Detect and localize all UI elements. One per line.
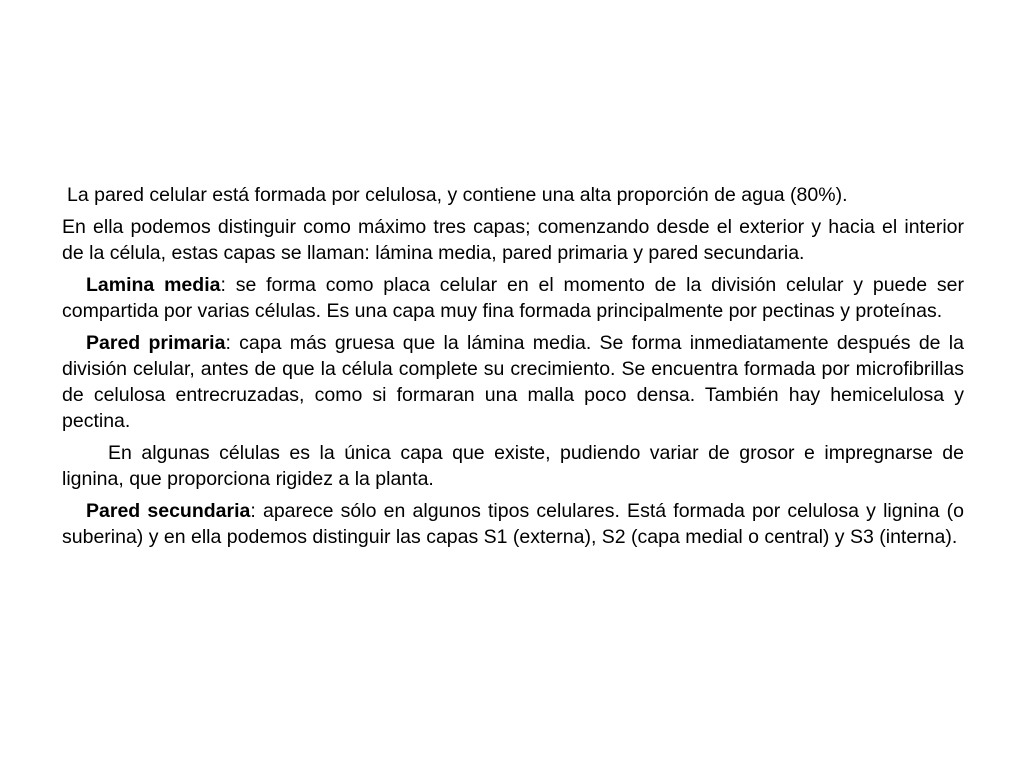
paragraph-pared-secundaria-text: : aparece sólo en algunos tipos celulares. Está formada por celulosa y lignina (o suberina) y en ella podemos distinguir las capas S1 (externa), S2 (capa medial o central) y S3 (interna). bbox=[62, 500, 964, 548]
term-lamina-media: Lamina media bbox=[86, 274, 221, 296]
text-body bbox=[62, 182, 964, 556]
paragraph-pared-primaria bbox=[62, 330, 964, 434]
term-pared-secundaria: Pared secundaria bbox=[86, 500, 251, 522]
paragraph-single-layer bbox=[62, 440, 964, 492]
term-pared-primaria: Pared primaria bbox=[86, 332, 226, 354]
paragraph-intro-text: La pared celular está formada por celulosa, y contiene una alta proporción de agua (80%). bbox=[67, 184, 848, 206]
paragraph-single-layer-text: En algunas células es la única capa que existe, pudiendo variar de grosor e impregnarse de lignina, que proporciona rigidez a la planta. bbox=[62, 442, 964, 490]
paragraph-layers-text: En ella podemos distinguir como máximo tres capas; comenzando desde el exterior y hacia el interior de la célula, estas capas se llaman: lámina media, pared primaria y pared secundaria. bbox=[62, 216, 964, 264]
paragraph-lamina-media bbox=[62, 272, 964, 324]
paragraph-intro bbox=[62, 182, 964, 208]
paragraph-lamina-media-text: : se forma como placa celular en el momento de la división celular y puede ser compartida por varias células. Es una capa muy fina formada principalmente por pectinas y proteínas. bbox=[62, 274, 964, 322]
paragraph-layers bbox=[62, 214, 964, 266]
paragraph-pared-secundaria bbox=[62, 498, 964, 550]
paragraph-pared-primaria-text: : capa más gruesa que la lámina media. Se forma inmediatamente después de la división celular, antes de que la célula complete su crecimiento. Se encuentra formada por microfibrillas de celulosa entrecruzadas, como si formaran una malla poco densa. También hay hemicelulosa y pectina. bbox=[62, 332, 964, 432]
